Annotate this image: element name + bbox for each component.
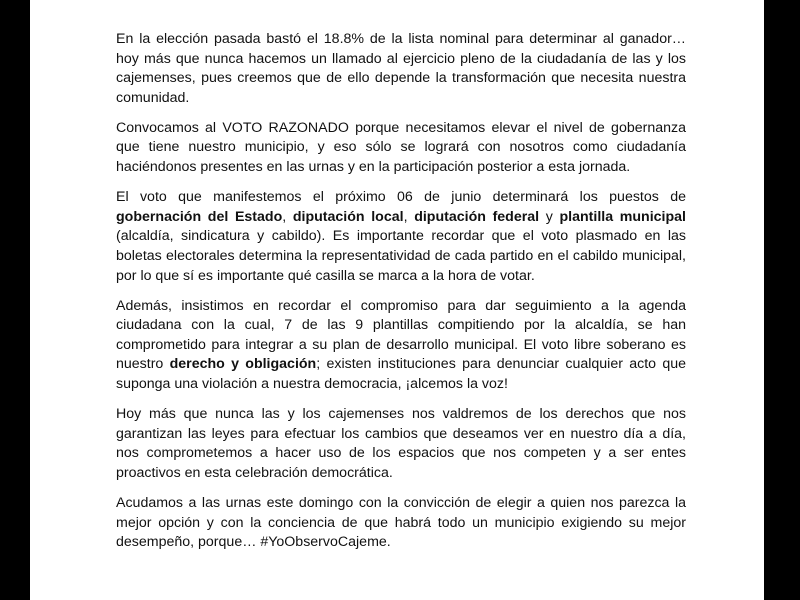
paragraph-text: Convocamos al VOTO RAZONADO porque necesitamos elevar el nivel de gobernanza que tiene nuestro municipio, y eso sólo se logrará con nosotros como ciudadanía haciéndonos presentes en las urnas y en la participación posterior a esta jornada. [116, 119, 686, 176]
paragraph-election-stats [116, 30, 686, 108]
paragraph-closing [116, 494, 686, 553]
paragraph-text: y [539, 208, 560, 225]
bold-term: plantilla municipal [559, 208, 686, 225]
paragraph-text: Además, insistimos en recordar el compromiso para dar seguimiento a la agenda ciudadana con la cual, 7 de las 9 plantillas compitiendo por la alcaldía, se han comprometido para integrar a su plan de desarrollo municipal. El voto libre soberano es nuestro [116, 297, 686, 373]
bold-term: diputación local [292, 208, 404, 225]
paragraph-text: Acudamos a las urnas este domingo con la convicción de elegir a quien nos parezca la mejor opción y con la conciencia de que habrá todo un municipio exigiendo su mejor desempeño, porque… #YoObservoCajeme. [116, 494, 686, 551]
paragraph-june-vote [116, 188, 686, 286]
document-page [30, 0, 764, 600]
paragraph-text: En la elección pasada bastó el 18.8% de la lista nominal para determinar al ganador… hoy más que nunca hacemos un llamado al ejercicio pleno de la ciudadanía de las y los cajemenses, pues creemos que de ello depende la transformación que necesita nuestra comunidad. [116, 31, 686, 106]
document-body [116, 30, 686, 563]
paragraph-voto-razonado [116, 119, 686, 178]
paragraph-text: ; existen instituciones para denunciar cualquier acto que suponga una violación a nuestra democracia, ¡alcemos la voz! [116, 356, 687, 392]
bold-term: derecho y obligación [169, 356, 317, 373]
paragraph-citizen-agenda [116, 297, 686, 395]
paragraph-text: , [282, 208, 293, 225]
paragraph-text: Hoy más que nunca las y los cajemenses nos valdremos de los derechos que nos garantizan las leyes para efectuar los cambios que deseamos ver en nuestro día a día, nos comprometemos a hacer uso de los espacios que nos competen y a ser entes proactivos en esta celebración democrática. [116, 406, 686, 481]
bold-term: diputación federal [414, 208, 540, 225]
paragraph-text: (alcaldía, sindicatura y cabildo). Es importante recordar que el voto plasmado en las boletas electorales determina la representatividad de cada partido en el cabildo municipal, por lo que sí es importante qué casilla se marca a la hora de votar. [116, 228, 686, 284]
paragraph-rights [116, 405, 686, 483]
paragraph-text: El voto que manifestemos el próximo 06 de junio determinará los puestos de [116, 189, 686, 206]
bold-term: gobernación del Estado [116, 208, 283, 225]
paragraph-text: , [403, 208, 415, 225]
